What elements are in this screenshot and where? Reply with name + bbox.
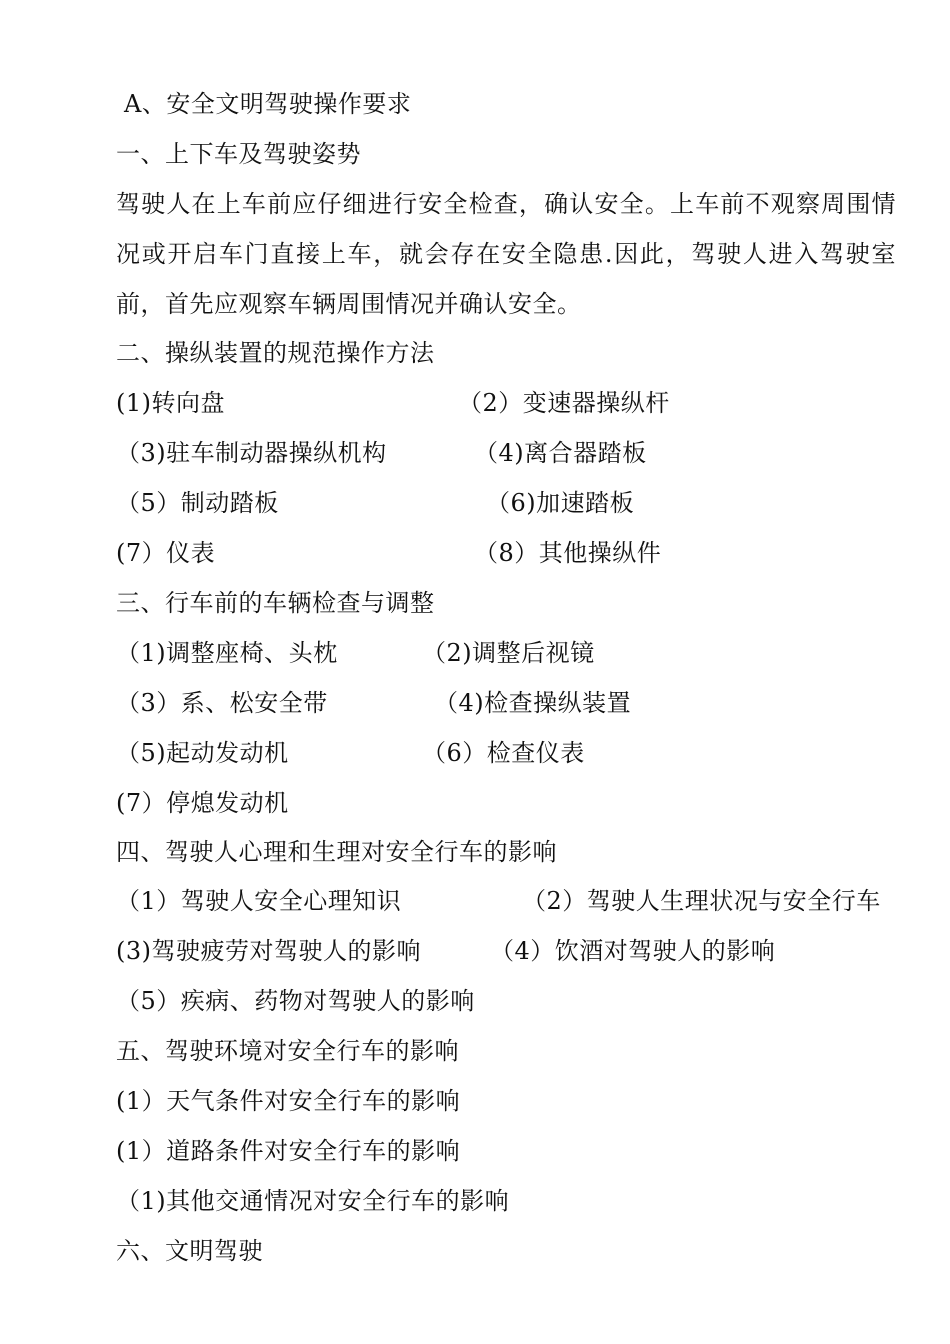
list-item: （2）变速器操纵杆 (458, 389, 670, 417)
list-item: （4）饮酒对驾驶人的影响 (490, 937, 776, 965)
list-item: （5）疾病、药物对驾驶人的影响 (116, 987, 475, 1015)
document-title: A、安全文明驾驶操作要求 (124, 90, 412, 118)
list-item: (7）停熄发动机 (116, 789, 289, 817)
list-item: （3）系、松安全带 (116, 689, 328, 717)
list-item: (1）道路条件对安全行车的影响 (116, 1137, 461, 1165)
section-heading-3: 三、行车前的车辆检查与调整 (116, 589, 435, 617)
section-heading-5: 五、驾驶环境对安全行车的影响 (116, 1037, 459, 1065)
section-heading-6: 六、文明驾驶 (116, 1237, 263, 1265)
list-item: (1)转向盘 (116, 389, 225, 417)
list-item: (3)驾驶疲劳对驾驶人的影响 (116, 937, 421, 965)
list-item: （2)调整后视镜 (422, 639, 595, 667)
list-item: （4)检查操纵装置 (434, 689, 632, 717)
list-item: （8）其他操纵件 (474, 539, 662, 567)
list-item: (7）仪表 (116, 539, 216, 567)
section-heading-1: 一、上下车及驾驶姿势 (116, 140, 361, 168)
list-item: （1)调整座椅、头枕 (116, 639, 338, 667)
list-item: （6）检查仪表 (422, 739, 585, 767)
list-item: (1）天气条件对安全行车的影响 (116, 1087, 461, 1115)
list-item: （1)其他交通情况对安全行车的影响 (116, 1187, 510, 1215)
section-heading-4: 四、驾驶人心理和生理对安全行车的影响 (116, 838, 557, 866)
list-item: （5）制动踏板 (116, 489, 279, 517)
list-item: （1）驾驶人安全心理知识 (116, 887, 402, 915)
list-item: （2）驾驶人生理状况与安全行车 (522, 887, 881, 915)
section-heading-2: 二、操纵装置的规范操作方法 (116, 339, 435, 367)
list-item: （4)离合器踏板 (474, 439, 647, 467)
section-1-paragraph: 驾驶人在上车前应仔细进行安全检查，确认安全。上车前不观察周围情况或开启车门直接上车，就会存在安全隐患.因此，驾驶人进入驾驶室前，首先应观察车辆周围情况并确认安全。 (116, 190, 896, 318)
list-item: （5)起动发动机 (116, 739, 289, 767)
list-item: （6)加速踏板 (486, 489, 635, 517)
list-item: （3)驻车制动器操纵机构 (116, 439, 387, 467)
